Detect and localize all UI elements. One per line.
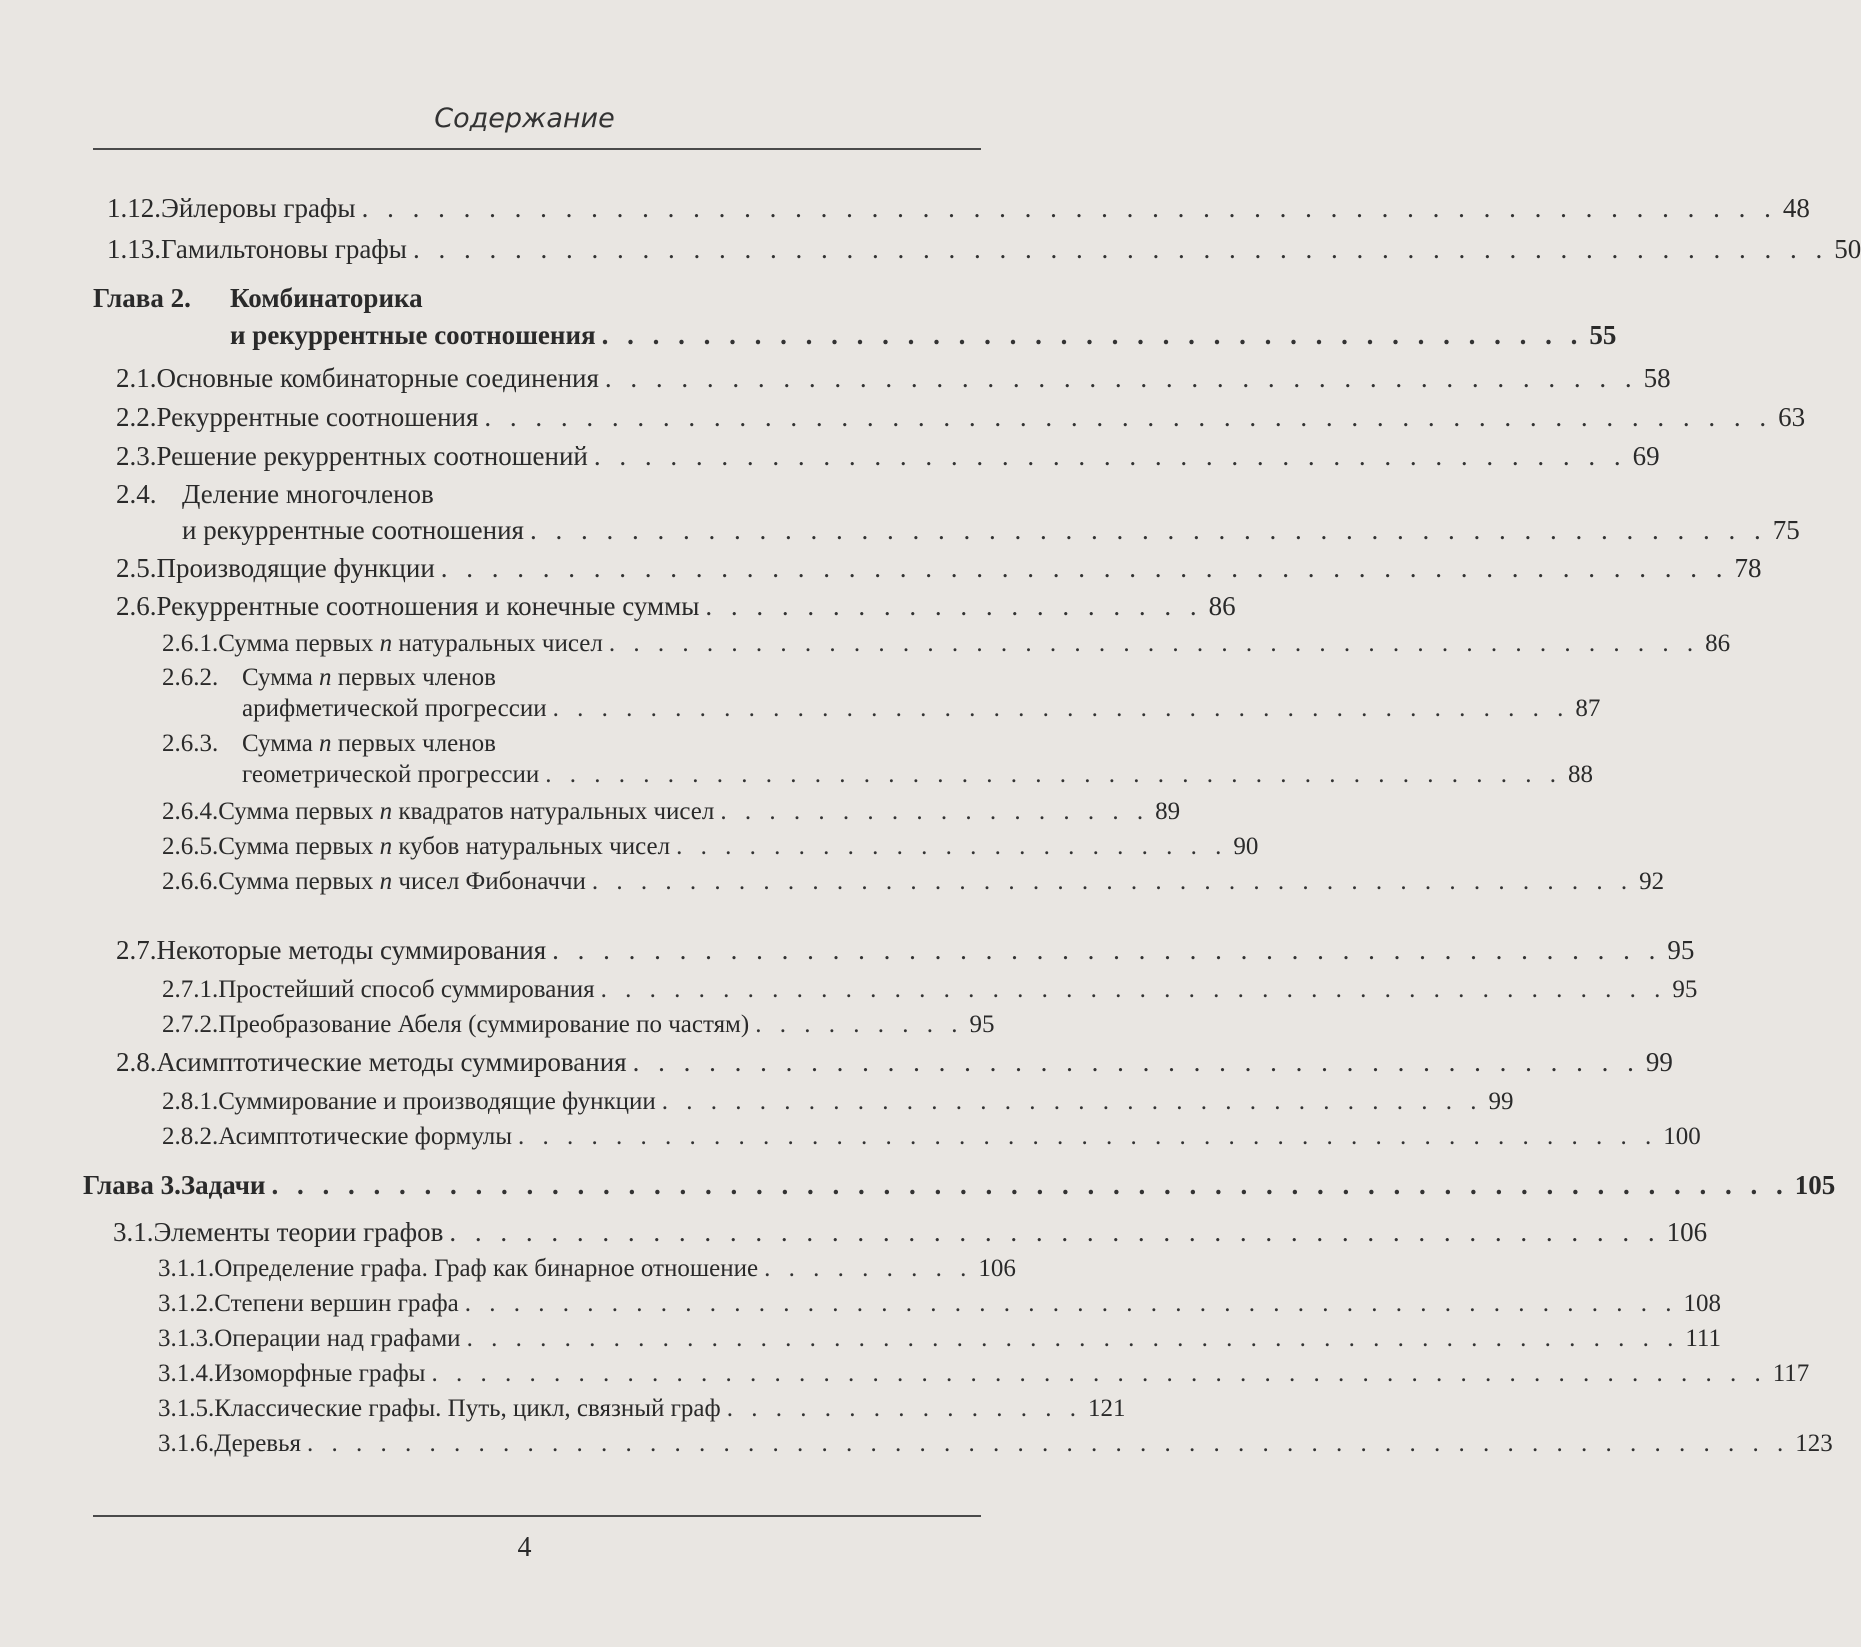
- entry-title: Сумма первых n квадратов натуральных чисел: [218, 798, 715, 825]
- entry-title: Элементы теории графов: [153, 1217, 444, 1247]
- toc-entry-2-8-2: [162, 1123, 1701, 1150]
- entry-number: 2.1.: [116, 363, 157, 393]
- toc-entry-3-1-3: [158, 1325, 1721, 1352]
- entry-number: 2.7.: [116, 935, 157, 965]
- leader-dots: . . . . . . . . . . . . . . . . . . . . . . . . . . . . . . . . . . . . . . . . . . . .: [552, 935, 1662, 965]
- leader-dots: . . . . . . . . . . . . . . . . . . . . . . . . . . . . . . . . . . . . . . . . . . . . . . . . . . .: [484, 402, 1773, 432]
- entry-number: 3.1.1.: [158, 1255, 215, 1282]
- toc-entry-2-6-6: [162, 868, 1665, 895]
- leader-dots: . . . . . . . . .: [755, 1011, 964, 1038]
- entry-title: Степени вершин графа: [214, 1290, 459, 1317]
- entry-page: 106: [978, 1255, 1016, 1282]
- entry-title: Деление многочленов: [182, 479, 434, 509]
- toc-entry-2-6-5: [162, 833, 1259, 860]
- chapter-title: Задачи: [180, 1170, 266, 1200]
- leader-dots: . . . . . . . . . . . . . . . . . . . . . . . . . . . . . . . . . . . . . . . . . . . . . . . . . .: [464, 1290, 1678, 1317]
- chapter-title: Комбинаторика: [230, 283, 423, 313]
- entry-title: Суммирование и производящие функции: [218, 1088, 656, 1115]
- entry-page: 95: [1672, 976, 1698, 1003]
- toc-entry-3-1-6: [158, 1430, 1833, 1457]
- entry-page: 117: [1772, 1360, 1810, 1387]
- leader-dots: . . . . . . . . . . . . . . . . . . . . . . . . . . . . . . . . . . . . . . . . . . . . . . . . . . . . . . .: [431, 1360, 1767, 1387]
- entry-title-cont: геометрической прогрессии: [242, 761, 540, 788]
- entry-page: 86: [1208, 591, 1236, 621]
- toc-entry-2-8: [116, 1047, 1673, 1077]
- entry-number: 3.1.2.: [158, 1290, 215, 1317]
- entry-title: Некоторые методы суммирования: [156, 935, 547, 965]
- entry-number: 3.1.5.: [158, 1395, 215, 1422]
- footer-rule: [93, 1515, 981, 1517]
- entry-number: 2.8.2.: [162, 1123, 219, 1150]
- toc-entry-2-2: [116, 402, 1806, 432]
- toc-entry-2-5: [116, 553, 1762, 583]
- leader-dots: . . . . . . . . . . . . . . . . . . . . . . . . . . . . . . . . . . . . . . . . . . . . .: [608, 630, 1700, 657]
- entry-number: 2.4.: [116, 479, 157, 509]
- toc-entry-2-6-3-line1: 2.6.3. Сумма n первых членов: [162, 730, 496, 757]
- toc-entry-chapter-3: [83, 1170, 1836, 1200]
- leader-dots: . . . . . . . . . . . . . . . . . . . . . . . . . . . . . . . . . . . . . . . . . . . . . . . . .: [529, 515, 1767, 545]
- leader-dots: . . . . . . . . . . . . . . . . . . . . . . . . . . . . . . . . . .: [661, 1088, 1483, 1115]
- entry-title: Эйлеровы графы: [161, 193, 356, 223]
- toc-entry-2-7-2: [162, 1011, 995, 1038]
- leader-dots: . . . . . . . . . . . . . . . . . . . . . . . . . . . . . . . . . . . . . . . . . . .: [591, 868, 1634, 895]
- entry-title: Решение рекуррентных соотношений: [156, 441, 588, 471]
- leader-dots: . . . . . . . . . . . . . . . . . . . .: [705, 591, 1203, 621]
- entry-number: 2.8.: [116, 1047, 157, 1077]
- leader-dots: . . . . . . . . . . . . . . . . . . . . . . . . . . . . . . . . . . . . . . . . .: [593, 441, 1627, 471]
- entry-number: 2.2.: [116, 402, 157, 432]
- toc-entry-2-8-1: [162, 1088, 1514, 1115]
- toc-entry-2-4-line1: [116, 481, 434, 508]
- leader-dots: . . . . . . . . . . . . . . . . . . . . . . . . . . . . . . . . . . . . . . .: [601, 320, 1584, 350]
- entry-page: 95: [969, 1011, 995, 1038]
- chapter-2-heading: [93, 285, 423, 312]
- entry-title: Операции над графами: [214, 1325, 461, 1352]
- leader-dots: . . . . . . . . . . . . . . . . . . . . . . . . . . . . . . . . . . . . . . . . . . . . . . . . . . . . . . . .: [361, 193, 1777, 223]
- toc-entry-2-3: [116, 441, 1660, 471]
- entry-number: 2.6.6.: [162, 868, 219, 895]
- toc-entry-2-6-2: [242, 695, 1601, 722]
- chapter-title-cont: и рекуррентные соотношения: [230, 320, 596, 350]
- entry-title: Классические графы. Путь, цикл, связный граф: [214, 1395, 721, 1422]
- leader-dots: . . . . . . . . . . . . . . . . . . . . . . . . . . . . . . . . . . . . . . . . . . . . . . . . . . . . . . . .: [412, 234, 1829, 264]
- toc-entry-2-6-3: [242, 761, 1594, 788]
- entry-number: 2.5.: [116, 553, 157, 583]
- entry-page: 111: [1685, 1325, 1721, 1352]
- entry-title: Простейший способ суммирования: [218, 976, 595, 1003]
- leader-dots: . . . . . . . . . . . . . . . . . . . . . . . . . . . . . . . . . . . . . . . . .: [604, 363, 1638, 393]
- toc-entry-2-7-1: [162, 976, 1698, 1003]
- chapter-number: Глава 2.: [93, 283, 191, 313]
- entry-number: 2.7.1.: [162, 976, 219, 1003]
- entry-page: 75: [1772, 515, 1800, 545]
- entry-page: 108: [1683, 1290, 1722, 1317]
- entry-number: 1.12.: [107, 193, 161, 223]
- toc-entry-1-12: [107, 193, 1810, 223]
- entry-title: Определение графа. Граф как бинарное отношение: [214, 1255, 759, 1282]
- leader-dots: . . . . . . . . . . . . . . .: [726, 1395, 1082, 1422]
- toc-entry-3-1-1: [158, 1255, 1016, 1282]
- entry-number: 3.1.3.: [158, 1325, 215, 1352]
- leader-dots: . . . . . . . . . . . . . . . . . . . . . . . . . . . . . . . . . . . . . . . . . . . . . . . . . . . . . . . . . . . . .: [307, 1430, 1790, 1457]
- entry-title: Основные комбинаторные соединения: [156, 363, 599, 393]
- leader-dots: . . . . . . . . . . . . . . . . . . . . . . . . . . . . . . . . . . . . . . . . . . . . . . . . . .: [466, 1325, 1680, 1352]
- entry-number: 2.6.2.: [162, 664, 219, 691]
- entry-page: 121: [1087, 1395, 1126, 1422]
- entry-page: 95: [1667, 935, 1695, 965]
- entry-title: Гамильтоновы графы: [161, 234, 407, 264]
- entry-page: 88: [1568, 761, 1594, 788]
- entry-page: 58: [1643, 363, 1671, 393]
- entry-title-cont: и рекуррентные соотношения: [182, 515, 524, 545]
- entry-page: 78: [1734, 553, 1762, 583]
- running-head: Содержание: [434, 103, 615, 134]
- toc-entry-1-13: [107, 234, 1861, 264]
- entry-title: Деревья: [214, 1430, 302, 1457]
- toc-entry-2-6-1: [162, 630, 1731, 657]
- entry-number: 2.6.1.: [162, 630, 219, 657]
- entry-number: 2.6.5.: [162, 833, 219, 860]
- leader-dots: . . . . . . . . .: [764, 1255, 973, 1282]
- entry-page: 106: [1666, 1217, 1708, 1247]
- entry-page: 48: [1782, 193, 1810, 223]
- leader-dots: . . . . . . . . . . . . . . . . . . . . . . . . . . . . . . . . . . . . . . . . . . . .: [600, 976, 1667, 1003]
- entry-title: Асимптотические формулы: [218, 1123, 512, 1150]
- entry-title: Рекуррентные соотношения: [156, 402, 479, 432]
- leader-dots: . . . . . . . . . . . . . . . . . . . . . . . . . . . . . . . . . . . . . . . . . . . . . . . . . . . . . . . . . . . .: [271, 1170, 1789, 1200]
- entry-number: 2.8.1.: [162, 1088, 219, 1115]
- toc-entry-3-1-5: [158, 1395, 1126, 1422]
- entry-number: 2.3.: [116, 441, 157, 471]
- entry-number: 2.6.4.: [162, 798, 219, 825]
- chapter-number: Глава 3.: [83, 1170, 181, 1200]
- entry-number: 3.1.4.: [158, 1360, 215, 1387]
- leader-dots: . . . . . . . . . . . . . . . . . . . . . . . . . . . . . . . . . . . . . . . .: [632, 1047, 1640, 1077]
- entry-number: 3.1.6.: [158, 1430, 215, 1457]
- entry-page: 105: [1794, 1170, 1836, 1200]
- toc-entry-2-6-4: [162, 798, 1181, 825]
- leader-dots: . . . . . . . . . . . . . . . . . . . . . . . . . . . . . . . . . . . . . . . . . .: [545, 761, 1563, 788]
- entry-number: 1.13.: [107, 234, 161, 264]
- toc-entry-3-1-2: [158, 1290, 1722, 1317]
- toc-entry-3-1: [113, 1217, 1708, 1247]
- toc-entry-chapter-2: [230, 320, 1617, 350]
- entry-title: Производящие функции: [156, 553, 435, 583]
- leader-dots: . . . . . . . . . . . . . . . . . .: [720, 798, 1150, 825]
- toc-entry-3-1-4: [158, 1360, 1810, 1387]
- entry-page: 99: [1645, 1047, 1673, 1077]
- leader-dots: . . . . . . . . . . . . . . . . . . . . . . . . . . . . . . . . . . . . . . . . . .: [552, 695, 1570, 722]
- entry-page: 123: [1795, 1430, 1833, 1457]
- entry-page: 63: [1778, 402, 1806, 432]
- entry-page: 69: [1632, 441, 1660, 471]
- entry-page: 100: [1663, 1123, 1701, 1150]
- entry-page: 87: [1575, 695, 1601, 722]
- entry-number: 2.7.2.: [162, 1011, 219, 1038]
- toc-entry-2-6: [116, 591, 1236, 621]
- entry-page: 50: [1834, 234, 1861, 264]
- entry-title: Сумма первых n натуральных чисел: [218, 630, 603, 657]
- entry-page: 86: [1705, 630, 1731, 657]
- entry-page: 92: [1639, 868, 1665, 895]
- entry-title: Сумма первых n чисел Фибоначчи: [218, 868, 586, 895]
- entry-page: 89: [1155, 798, 1181, 825]
- entry-title: Асимптотические методы суммирования: [156, 1047, 627, 1077]
- toc-entry-2-1: [116, 363, 1671, 393]
- leader-dots: . . . . . . . . . . . . . . . . . . . . . . . . . . . . . . . . . . . . . . . . . . . . . . .: [518, 1123, 1658, 1150]
- header-rule: [93, 148, 981, 150]
- leader-dots: . . . . . . . . . . . . . . . . . . . . . . . . . . . . . . . . . . . . . . . . . . . . . . . .: [449, 1217, 1661, 1247]
- entry-title: Сумма первых n кубов натуральных чисел: [218, 833, 671, 860]
- leader-dots: . . . . . . . . . . . . . . . . . . . . . . . . . . . . . . . . . . . . . . . . . . . . . . . . . . .: [440, 553, 1729, 583]
- entry-title: Преобразование Абеля (суммирование по частям): [218, 1011, 750, 1038]
- entry-page: 90: [1233, 833, 1259, 860]
- entry-number: 3.1.: [113, 1217, 154, 1247]
- entry-page: 99: [1488, 1088, 1514, 1115]
- entry-title: Рекуррентные соотношения и конечные суммы: [156, 591, 700, 621]
- leader-dots: . . . . . . . . . . . . . . . . . . . . . . .: [676, 833, 1228, 860]
- entry-number: 2.6.3.: [162, 730, 219, 757]
- toc-entry-2-7: [116, 935, 1695, 965]
- toc-entry-2-4: [182, 515, 1800, 545]
- entry-title-cont: арифметической прогрессии: [242, 695, 547, 722]
- entry-number: 2.6.: [116, 591, 157, 621]
- toc-entry-2-6-2-line1: 2.6.2. Сумма n первых членов: [162, 664, 496, 691]
- entry-title: Изоморфные графы: [214, 1360, 426, 1387]
- page-number: 4: [517, 1532, 532, 1563]
- entry-page: 55: [1589, 320, 1617, 350]
